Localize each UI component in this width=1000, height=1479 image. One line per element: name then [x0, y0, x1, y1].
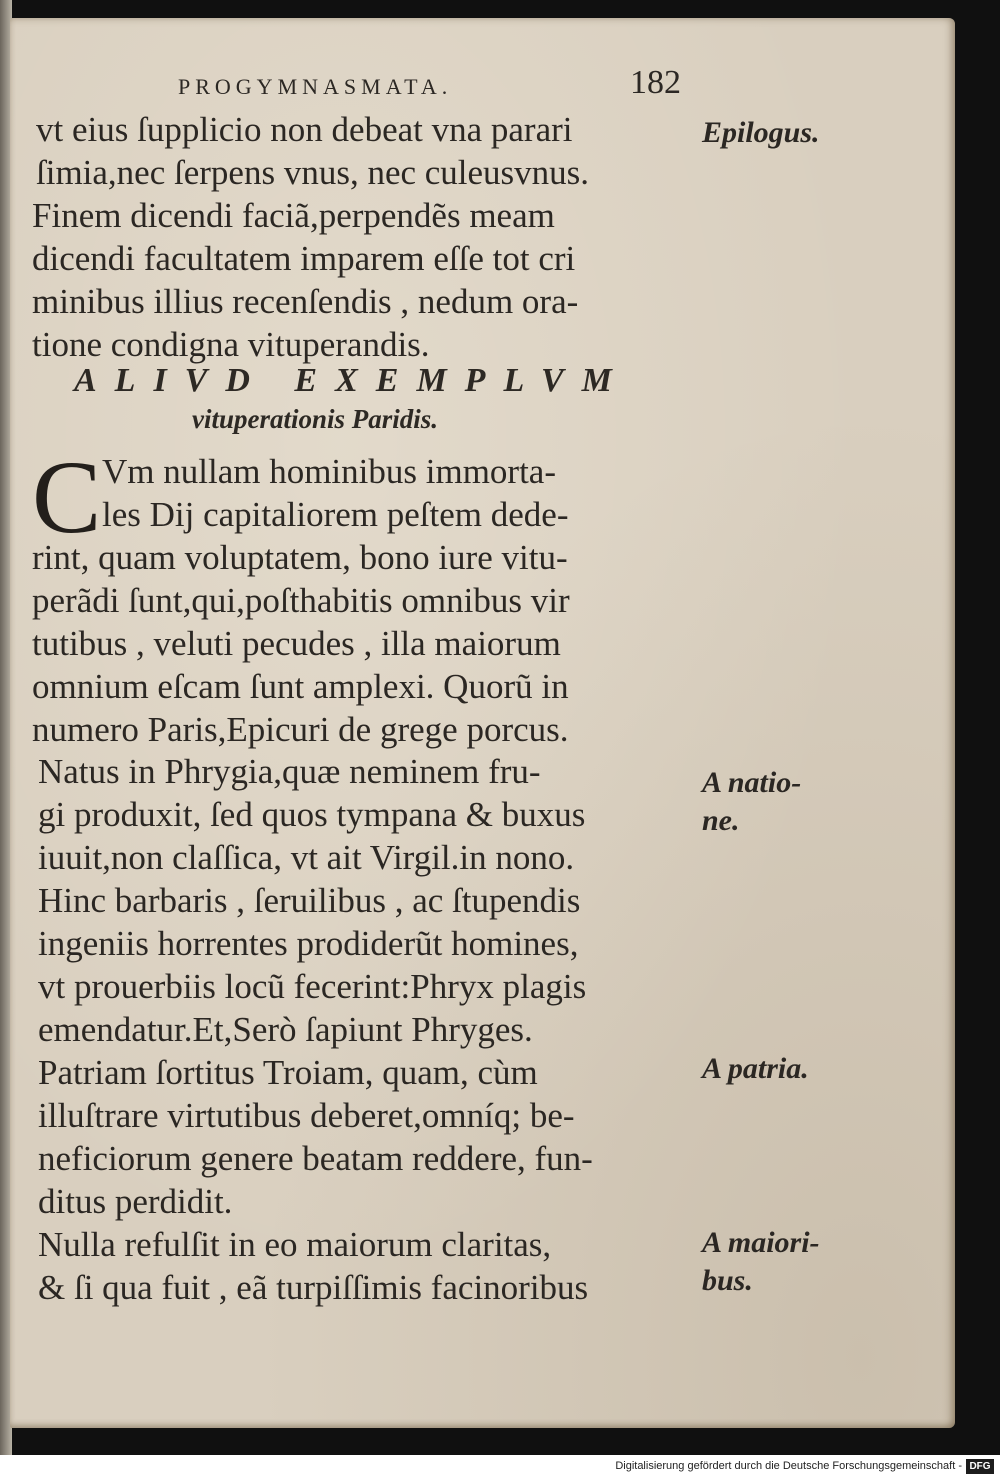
section-subheading: vituperationis Paridis.: [192, 404, 439, 434]
funding-credit: Digitalisierung gefördert durch die Deutsche Forschungsgemeinschaft -: [615, 1460, 962, 1472]
text-line: iuuit,non claſſica, vt ait Virgil.in nono.: [38, 838, 575, 877]
text-block-opening-continued: [32, 536, 570, 751]
text-line: illuſtrare virtutibus deberet,omníq; be-: [38, 1096, 575, 1135]
text-block-conclusion: [32, 194, 578, 366]
margin-note-epilogus: Epilogus.: [702, 116, 820, 149]
dfg-logo-icon: DFG: [966, 1459, 994, 1474]
text-line: ſimia,nec ſerpens vnus, nec culeusvnus.: [36, 153, 590, 192]
margin-note-line: A maiori-: [702, 1226, 820, 1259]
digitization-footer: [0, 1455, 1000, 1479]
text-line: perãdi ſunt,qui,poſthabitis omnibus vir: [32, 581, 570, 620]
drop-cap-initial: C: [32, 440, 102, 555]
text-line: gi produxit, ſed quos tympana & buxus: [38, 795, 586, 834]
margin-note-patria: A patria.: [702, 1052, 809, 1085]
text-line: Patriam ſortitus Troiam, quam, cùm: [38, 1053, 538, 1092]
text-line: ditus perdidit.: [38, 1182, 233, 1221]
margin-note-line: A natio-: [702, 766, 802, 799]
text-line: vt prouerbiis locũ fecerint:Phryx plagis: [38, 967, 587, 1006]
text-line: Finem dicendi faciã,perpendẽs meam: [32, 196, 555, 235]
section-heading: ALIVD EXEMPLVM: [74, 362, 630, 399]
text-line: emendatur.Et,Serò ſapiunt Phryges.: [38, 1010, 533, 1049]
text-block-epilogue: [36, 108, 589, 194]
text-line: tione condigna vituperandis.: [32, 325, 430, 364]
text-line: vt eius ſupplicio non debeat vna parari: [36, 110, 573, 149]
text-line: neficiorum genere beatam reddere, fun-: [38, 1139, 593, 1178]
text-line: tutibus , veluti pecudes , illa maiorum: [32, 624, 561, 663]
text-line: Natus in Phrygia,quæ neminem fru-: [38, 752, 541, 791]
text-block-main: [38, 750, 593, 1309]
text-line: Vm nullam hominibus immorta-: [102, 452, 556, 491]
text-line: numero Paris,Epicuri de grege porcus.: [32, 710, 569, 749]
text-line: omnium eſcam ſunt amplexi. Quorũ in: [32, 667, 569, 706]
margin-note-maioribus: [702, 1224, 820, 1300]
text-line: les Dij capitaliorem peſtem dede-: [102, 495, 569, 534]
text-line: minibus illius recenſendis , nedum ora-: [32, 282, 579, 321]
text-line: ingeniis horrentes prodiderũt homines,: [38, 924, 579, 963]
text-line: dicendi facultatem imparem eſſe tot cri: [32, 239, 576, 278]
margin-note-natione: [702, 764, 801, 840]
text-line: Nulla refulſit in eo maiorum claritas,: [38, 1225, 552, 1264]
text-block-opening: [102, 450, 568, 536]
book-page: [10, 18, 955, 1428]
text-line: Hinc barbaris , ſeruilibus , ac ſtupendis: [38, 881, 581, 920]
running-head: PROGYMNASMATA.: [178, 74, 453, 99]
margin-note-line: bus.: [702, 1264, 753, 1297]
text-line: & ſi qua fuit , eã turpiſſimis facinoribus: [38, 1268, 589, 1307]
margin-note-line: ne.: [702, 804, 740, 837]
page-number: 182: [630, 64, 681, 101]
text-line: rint, quam voluptatem, bono iure vitu-: [32, 538, 568, 577]
